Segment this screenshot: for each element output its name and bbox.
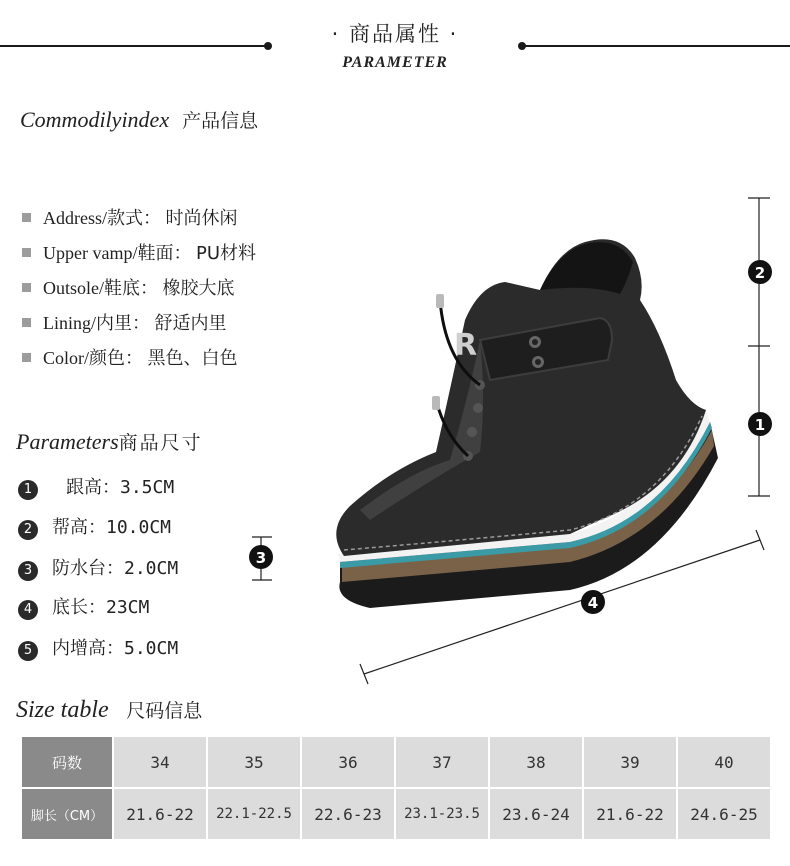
table-row <box>21 736 771 788</box>
info-heading-cn: 产品信息 <box>182 110 259 132</box>
parameter-label: 底长： <box>52 597 106 618</box>
row-header-size: 码数 <box>21 736 113 788</box>
size-heading-cn: 尺码信息 <box>126 700 203 722</box>
parameter-value: 5.0CM <box>124 638 179 659</box>
attribute-value: 时尚休闲 <box>165 208 238 229</box>
number-badge-icon: 1 <box>18 480 38 500</box>
attribute-row <box>22 274 235 300</box>
size-cell: 34 <box>113 736 207 788</box>
parameter-value: 23CM <box>106 597 150 618</box>
svg-text:3: 3 <box>255 549 267 567</box>
number-badge-icon: 5 <box>18 641 38 661</box>
attribute-label: Color/颜色： <box>43 348 144 368</box>
attribute-value: 黑色、白色 <box>147 348 238 369</box>
number-badge-icon: 3 <box>18 561 38 581</box>
badge-1 <box>748 412 772 436</box>
parameter-label: 帮高： <box>52 517 106 538</box>
length-cell: 21.6-22 <box>583 788 677 840</box>
parameter-row <box>18 634 178 661</box>
size-cell: 36 <box>301 736 395 788</box>
attribute-label: Lining/内里： <box>43 313 150 333</box>
size-section-heading <box>16 695 202 724</box>
parameter-label: 内增高： <box>52 638 124 659</box>
svg-text:R: R <box>454 328 478 363</box>
attribute-row <box>22 309 227 335</box>
attribute-label: Upper vamp/鞋面： <box>43 243 192 263</box>
table-row <box>21 788 771 840</box>
bullet-square-icon <box>22 318 31 327</box>
attribute-value: 舒适内里 <box>154 313 227 334</box>
bullet-square-icon <box>22 283 31 292</box>
attribute-value: PU材料 <box>195 243 257 264</box>
attribute-value: 橡胶大底 <box>162 278 235 299</box>
badge-4 <box>581 590 605 614</box>
shoe-collar <box>540 242 633 294</box>
parameter-row <box>18 593 149 620</box>
parameter-row <box>18 513 171 540</box>
parameter-row <box>18 554 178 581</box>
size-table <box>20 735 772 841</box>
page-title: · 商品属性 · <box>331 22 459 46</box>
badge-3 <box>249 545 273 569</box>
length-cell: 23.1-23.5 <box>395 788 489 840</box>
parameter-value: 3.5CM <box>120 477 175 498</box>
shoe-diagram <box>240 190 790 690</box>
attribute-row <box>22 344 238 370</box>
attribute-row <box>22 239 256 265</box>
bullet-square-icon <box>22 248 31 257</box>
params-heading-cn: 商品尺寸 <box>118 432 203 454</box>
params-heading-en: Parameters <box>16 429 119 454</box>
size-cell: 37 <box>395 736 489 788</box>
parameter-label: 跟高： <box>66 477 120 498</box>
size-cell: 38 <box>489 736 583 788</box>
shoe-illustration <box>336 239 718 608</box>
number-badge-icon: 2 <box>18 520 38 540</box>
parameter-row <box>18 473 174 500</box>
length-cell: 22.1-22.5 <box>207 788 301 840</box>
length-cell: 23.6-24 <box>489 788 583 840</box>
size-cell: 35 <box>207 736 301 788</box>
info-heading-en: Commodilyindex <box>20 107 170 132</box>
bullet-square-icon <box>22 353 31 362</box>
length-cell: 22.6-23 <box>301 788 395 840</box>
svg-text:4: 4 <box>587 594 599 612</box>
page-subtitle: PARAMETER <box>342 54 448 71</box>
info-section-heading <box>20 106 258 133</box>
parameter-label: 防水台： <box>52 558 124 579</box>
length-cell: 24.6-25 <box>677 788 771 840</box>
size-cell: 39 <box>583 736 677 788</box>
svg-text:1: 1 <box>754 416 766 434</box>
bullet-square-icon <box>22 213 31 222</box>
parameter-value: 2.0CM <box>124 558 179 579</box>
badge-2 <box>748 260 772 284</box>
size-heading-en: Size table <box>16 697 109 723</box>
number-badge-icon: 4 <box>18 600 38 620</box>
attribute-label: Outsole/鞋底： <box>43 278 158 298</box>
attribute-label: Address/款式： <box>43 208 161 228</box>
row-header-length: 脚长（CM） <box>21 788 113 840</box>
length-cell: 21.6-22 <box>113 788 207 840</box>
parameter-value: 10.0CM <box>106 517 172 538</box>
params-section-heading <box>16 428 203 455</box>
svg-text:2: 2 <box>754 264 766 282</box>
attribute-row <box>22 204 238 230</box>
size-cell: 40 <box>677 736 771 788</box>
